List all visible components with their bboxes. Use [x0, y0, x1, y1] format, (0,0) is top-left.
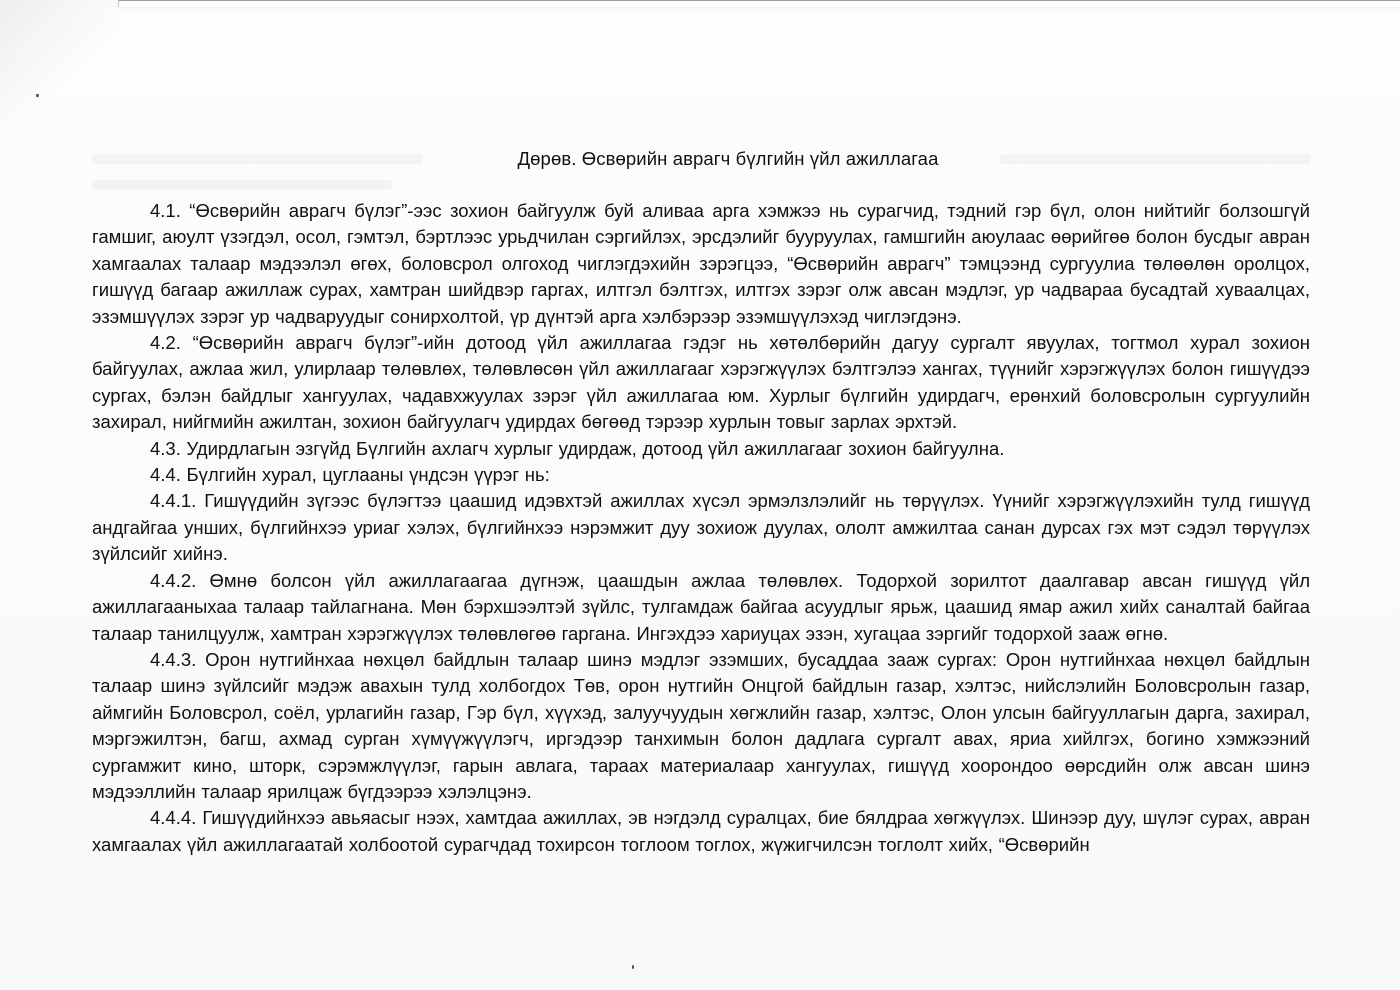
- paragraph-4-1: 4.1. “Өсвөрийн аврагч бүлэг”-ээс зохион байгуулж буй аливаа арга хэмжээ нь сурагчид, тэдний гэр бүл, олон нийтийг болзошгүй гамшиг, аюулт үзэгдэл, осол, гэмтэл, бэртлээс урьдчилан сэргийлэх, эрсдэлийг бууруулах, гамшгийн аюулаас өөрийгөө болон бусдыг авран хамгаалах талаар мэдээлэл өгөх, боловсрол олгоход чиглэгдэхийн зэрэгцээ, “Өсвөрийн аврагч” тэмцээнд сургуулиа төлөөлөн оролцох, гишүүд багаар ажиллаж сурах, хамтран шийдвэр гаргах, илтгэл бэлтгэх, илтгэх зэрэг олж авсан мэдлэг, ур чадвараа бусадтай хуваалцах, эзэмшүүлэх зэрэг ур чадваруудыг сонирхолтой, үр дүнтэй арга хэлбэрээр эзэмшүүлэхэд чиглэгдэнэ.: [92, 200, 1310, 327]
- paragraph-4-3: 4.3. Удирдлагын эзгүйд Бүлгийн ахлагч хурлыг удирдаж, дотоод үйл ажиллагааг зохион байгуулна.: [150, 437, 1005, 459]
- paragraph-4-4: 4.4. Бүлгийн хурал, цуглааны үндсэн үүрэг нь:: [150, 464, 550, 486]
- bleed-through-line: [92, 180, 392, 190]
- scan-speck: [632, 965, 634, 969]
- section-heading: Дөрөв. Өсвөрийн аврагч бүлгийн үйл ажиллагаа: [517, 148, 939, 169]
- paragraph-4-4-1: 4.4.1. Гишүүдийн зүгээс бүлэгтээ цаашид идэвхтэй ажиллах хүсэл эрмэлзлэлийг нь төрүүлэх. Үүнийг хэрэгжүүлэхийн тулд гишүүд андгайгаа унших, бүлгийнхээ уриаг хэлэх, бүлгийнхээ нэрэмжит дуу зохиож дуулах, ололт амжилтаа санан дурсах гэх мэт сэдэл төрүүлэх зүйлсийг хийнэ.: [92, 490, 1310, 565]
- paragraph-4-4-3: 4.4.3. Орон нутгийнхаа нөхцөл байдлын талаар шинэ мэдлэг эзэмших, бусаддаа зааж сургах: Орон нутгийнхаа нөхцөл байдлын талаар шинэ зүйлсийг мэдэж авахын тулд холбогдох Төв, орон нутгийн Онцгой байдлын газар, хэлтэс, нийслэлийн Боловсролын газар, аймгийн Боловсрол, соёл, урлагийн газар, Гэр бүл, хүүхэд, залуучуудын хөгжлийн газар, хэлтэс, Олон улсын байгууллагын дарга, захирал, мэргэжилтэн, багш, ахмад сурган хүмүүжүүлэгч, иргэдээр танхимын болон дадлага сургалт авах, яриа хийлгэх, богино хэмжээний сургамжит кино, шторк, сэрэмжлүүлэг, гарын авлага, тараах материалаар хангуулах, гишүүд хоорондоо өөрсдийн олж авсан шинэ мэдээллийн талаар ярилцаж бүгдээрээ хэлэлцэнэ.: [92, 648, 1310, 802]
- paragraph-4-4-2: 4.4.2. Өмнө болсон үйл ажиллагаагаа дүгнэж, цаашдын ажлаа төлөвлөх. Тодорхой зорилтот даалгавар авсан гишүүд үйл ажиллагааныхаа талаар тайлагнана. Мөн бэрхшээлтэй зүйлс, тулгамдаж байгаа асуудлыг ярьж, цаашид ямар ажил хийх саналтай байгаа талаар танилцуулж, хамтран хэрэгжүүлэх төлөвлөгөө гаргана. Ингэхдээ хариуцах эзэн, хугацаа зэргийг тодорхой зааж өгнө.: [92, 569, 1310, 644]
- paragraph-4-2: 4.2. “Өсвөрийн аврагч бүлэг”-ийн дотоод үйл ажиллагаа гэдэг нь хөтөлбөрийн дагуу сургалт явуулах, тогтмол хурал зохион байгуулах, ажлаа жил, улирлаар төлөвлөх, төлөвлөсөн үйл ажиллагааг хэрэгжүүлэх бэлтгэлээ хангах, түүнийг хэрэгжүүлэх болон гишүүдээ сургах, бэлэн байдлыг хангуулах, чадавхжуулах зэрэг үйл ажиллагаа юм. Хурлыг бүлгийн удирдагч, ерөнхий боловсролын сургуулийн захирал, нийгмийн ажилтан, зохион байгуулагч удирдах бөгөөд тэрээр хурлын товыг зарлах эрхтэй.: [92, 332, 1310, 433]
- paper-top-edge: [118, 0, 1400, 7]
- page-corner-shadow: [0, 0, 118, 130]
- scan-speck: [36, 94, 39, 97]
- paragraph-4-4-4: 4.4.4. Гишүүдийнхээ авьяасыг нээх, хамтдаа ажиллах, эв нэгдэлд суралцах, бие бялдраа хөгжүүлэх. Шинээр дуу, шүлэг сурах, авран хамгаалах үйл ажиллагаатай холбоотой сурагчдад тохирсон тоглоом тоглох, жүжигчилсэн тоглолт хийх, “Өсвөрийн: [92, 807, 1310, 855]
- document-body: [92, 198, 1310, 858]
